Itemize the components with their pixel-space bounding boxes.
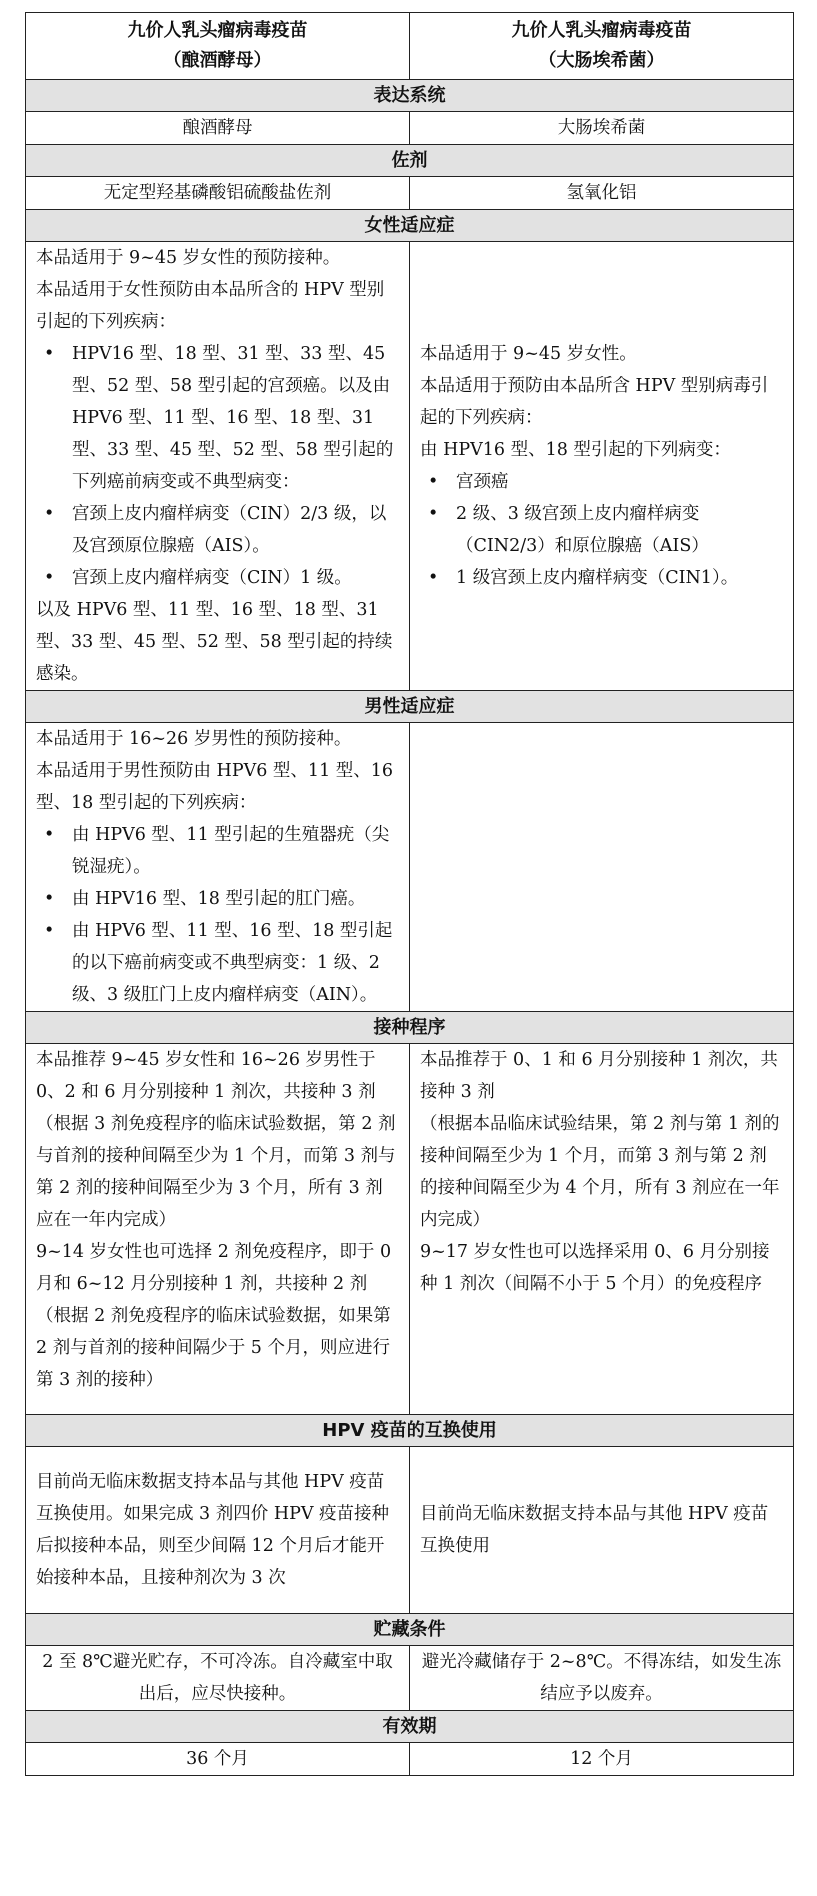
row-expiry <box>26 1743 794 1776</box>
paragraph: 目前尚无临床数据支持本品与其他 HPV 疫苗互换使用。如果完成 3 剂四价 HPV 疫苗接种后拟接种本品，则至少间隔 12 个月后才能开始接种本品，且接种剂次为 3 次 <box>36 1472 390 1588</box>
paragraph: 9~17 岁女性也可以选择采用 0、6 月分别接种 1 剂次（间隔不小于 5 个月）的免疫程序 <box>420 1242 770 1294</box>
list-item: • 2 级、3 级宫颈上皮内瘤样病变（CIN2/3）和原位腺癌（AIS） <box>456 498 783 562</box>
paragraph: 目前尚无临床数据支持本品与其他 HPV 疫苗互换使用 <box>420 1504 769 1556</box>
row-adjuvant <box>26 177 794 210</box>
row-male <box>26 723 794 1012</box>
section-storage <box>26 1614 794 1646</box>
row-expression <box>26 112 794 145</box>
section-title: 有效期 <box>26 1711 794 1743</box>
cell-expression-col2: 大肠埃希菌 <box>410 112 794 145</box>
section-title: 男性适应症 <box>26 691 794 723</box>
paragraph: 本品适用于男性预防由 HPV6 型、11 型、16 型、18 型引起的下列疾病： <box>36 761 394 813</box>
paragraph: 本品适用于预防由本品所含 HPV 型别病毒引起的下列疾病： <box>420 376 769 428</box>
cell-schedule-col1 <box>26 1044 410 1415</box>
list-item: • 由 HPV6 型、11 型、16 型、18 型引起的以下癌前病变或不典型病变：1 级、2 级、3 级肛门上皮内瘤样病变（AIN）。 <box>72 915 399 1011</box>
section-title: HPV 疫苗的互换使用 <box>26 1415 794 1447</box>
bullet-list <box>420 466 783 594</box>
paragraph: 本品适用于 16~26 岁男性的预防接种。 <box>36 729 352 749</box>
section-expression <box>26 80 794 112</box>
paragraph: 本品推荐于 0、1 和 6 月分别接种 1 剂次，共接种 3 剂 <box>420 1050 778 1102</box>
section-male <box>26 691 794 723</box>
list-item: • 1 级宫颈上皮内瘤样病变（CIN1）。 <box>456 562 783 594</box>
section-female <box>26 210 794 242</box>
list-item: • 由 HPV16 型、18 型引起的肛门癌。 <box>72 883 399 915</box>
cell-adjuvant-col2: 氢氧化铝 <box>410 177 794 210</box>
paragraph: 本品适用于女性预防由本品所含的 HPV 型别引起的下列疾病： <box>36 280 385 332</box>
list-item: • 宫颈上皮内瘤样病变（CIN）1 级。 <box>72 562 399 594</box>
list-item: • HPV16 型、18 型、31 型、33 型、45 型、52 型、58 型引起的宫颈癌。以及由 HPV6 型、11 型、16 型、18 型、31 型、33 型、45 型、52 型、58 型引起的下列癌前病变或不典型病变： <box>72 338 399 498</box>
cell-male-col2-empty <box>410 723 794 1012</box>
paragraph: 9~14 岁女性也可选择 2 剂免疫程序，即于 0 月和 6~12 月分别接种 1 剂，共接种 2 剂（根据 2 剂免疫程序的临床试验数据，如果第 2 剂与首剂的接种间隔少于 5 个月，则应进行第 3 剂的接种） <box>36 1242 392 1390</box>
paragraph: 由 HPV16 型、18 型引起的下列病变： <box>420 440 731 460</box>
list-item: • 由 HPV6 型、11 型引起的生殖器疣（尖锐湿疣）。 <box>72 819 399 883</box>
row-female <box>26 242 794 691</box>
header-row <box>26 13 794 80</box>
paragraph: 本品适用于 9~45 岁女性。 <box>420 344 637 364</box>
section-interchange <box>26 1415 794 1447</box>
cell-schedule-col2 <box>410 1044 794 1415</box>
cell-interchange-col2 <box>410 1447 794 1614</box>
cell-adjuvant-col1: 无定型羟基磷酸铝硫酸盐佐剂 <box>26 177 410 210</box>
row-schedule <box>26 1044 794 1415</box>
vaccine-comparison-table <box>25 12 794 1776</box>
header-col2 <box>410 13 794 80</box>
list-item: • 宫颈上皮内瘤样病变（CIN）2/3 级，以及宫颈原位腺癌（AIS）。 <box>72 498 399 562</box>
list-item: • 宫颈癌 <box>456 466 783 498</box>
section-title: 佐剂 <box>26 145 794 177</box>
row-interchange <box>26 1447 794 1614</box>
cell-storage-col1: 2 至 8℃避光贮存，不可冷冻。自冷藏室中取出后，应尽快接种。 <box>26 1646 410 1711</box>
cell-expiry-col1: 36 个月 <box>26 1743 410 1776</box>
paragraph: 本品推荐 9~45 岁女性和 16~26 岁男性于 0、2 和 6 月分别接种 1 剂次，共接种 3 剂（根据 3 剂免疫程序的临床试验数据，第 2 剂与首剂的接种间隔至少为 1 个月，而第 3 剂与第 2 剂的接种间隔至少为 3 个月，所有 3 剂应在一年内完成） <box>36 1050 396 1230</box>
section-expiry <box>26 1711 794 1743</box>
section-adjuvant <box>26 145 794 177</box>
header-col2-source: （大肠埃希菌） <box>538 50 665 71</box>
cell-female-col1 <box>26 242 410 691</box>
header-col1-source: （酿酒酵母） <box>163 50 272 71</box>
paragraph: （根据本品临床试验结果，第 2 剂与第 1 剂的接种间隔至少为 1 个月，而第 3 剂与第 2 剂的接种间隔至少为 4 个月，所有 3 剂应在一年内完成） <box>420 1114 780 1230</box>
cell-male-col1 <box>26 723 410 1012</box>
bullet-list <box>36 819 399 1011</box>
cell-expiry-col2: 12 个月 <box>410 1743 794 1776</box>
section-title: 女性适应症 <box>26 210 794 242</box>
cell-female-col2 <box>410 242 794 691</box>
cell-storage-col2: 避光冷藏储存于 2~8℃。不得冻结，如发生冻结应予以废弃。 <box>410 1646 794 1711</box>
header-col2-name: 九价人乳头瘤病毒疫苗 <box>511 20 692 41</box>
header-col1 <box>26 13 410 80</box>
paragraph: 以及 HPV6 型、11 型、16 型、18 型、31 型、33 型、45 型、52 型、58 型引起的持续感染。 <box>36 600 393 684</box>
bullet-list <box>36 338 399 594</box>
section-title: 表达系统 <box>26 80 794 112</box>
row-storage <box>26 1646 794 1711</box>
section-title: 贮藏条件 <box>26 1614 794 1646</box>
section-schedule <box>26 1012 794 1044</box>
paragraph: 本品适用于 9~45 岁女性的预防接种。 <box>36 248 341 268</box>
section-title: 接种程序 <box>26 1012 794 1044</box>
cell-expression-col1: 酿酒酵母 <box>26 112 410 145</box>
header-col1-name: 九价人乳头瘤病毒疫苗 <box>127 20 308 41</box>
cell-interchange-col1 <box>26 1447 410 1614</box>
